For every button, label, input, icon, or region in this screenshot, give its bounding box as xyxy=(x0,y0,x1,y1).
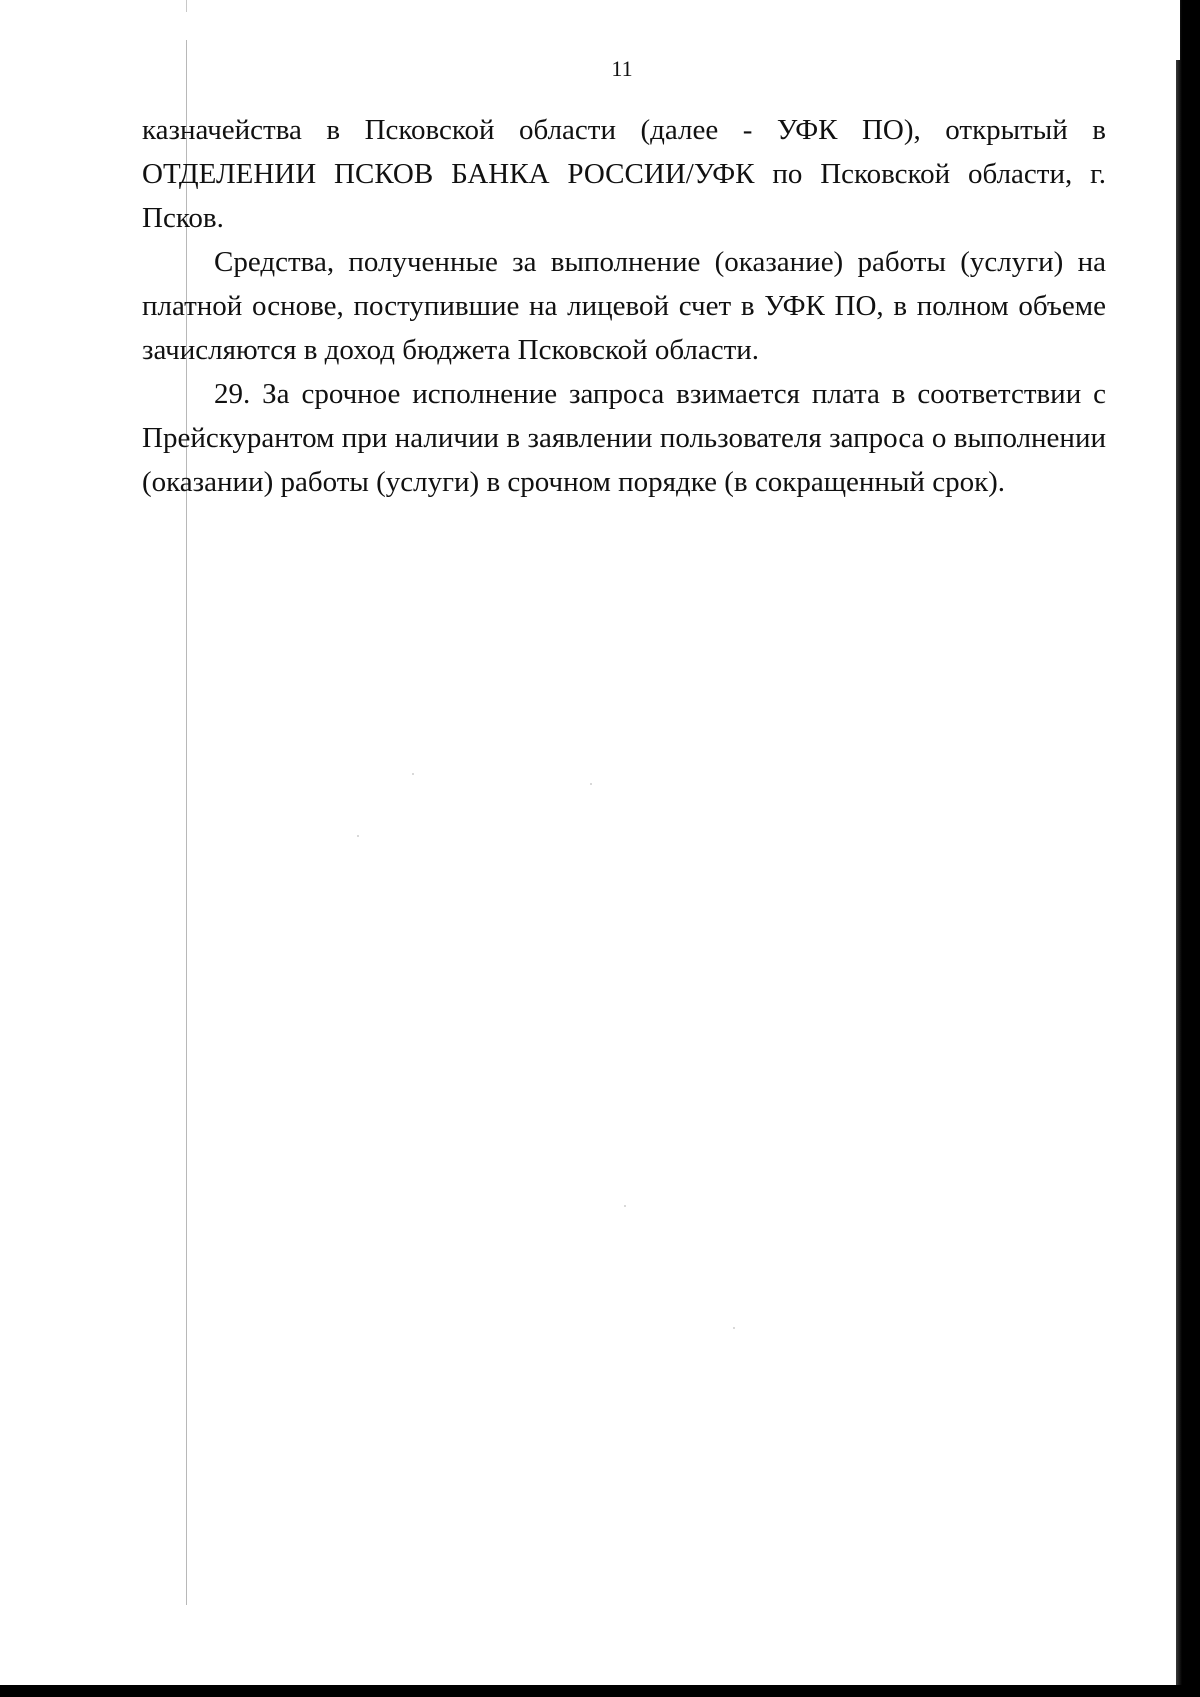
scan-edge-right xyxy=(1176,0,1200,1697)
scan-edge-bottom xyxy=(0,1685,1200,1697)
paragraph-item-29: 29. За срочное исполнение запроса взимается плата в соответствии с Прейскурантом при наличии в заявлении пользователя запроса о выполнении (оказании) работы (услуги) в срочном порядке (в сокращенный срок). xyxy=(142,378,1106,498)
scan-speck xyxy=(624,1205,626,1207)
paragraph-continuation: казначейства в Псковской области (далее - УФК ПО), открытый в ОТДЕЛЕНИИ ПСКОВ БАНКА РОССИИ/УФК по Псковской области, г. Псков. xyxy=(142,114,1106,234)
page-number: 11 xyxy=(611,56,633,81)
scan-edge-notch xyxy=(1172,0,1180,60)
body-text xyxy=(142,108,1106,504)
scan-margin-line-top xyxy=(186,0,187,12)
scan-speck xyxy=(590,783,592,785)
scan-speck xyxy=(412,773,414,775)
scan-speck xyxy=(733,1327,735,1329)
scan-speck xyxy=(357,835,359,837)
paragraph-funds: Средства, полученные за выполнение (оказание) работы (услуги) на платной основе, поступившие на лицевой счет в УФК ПО, в полном объеме зачисляются в доход бюджета Псковской области. xyxy=(142,246,1106,366)
